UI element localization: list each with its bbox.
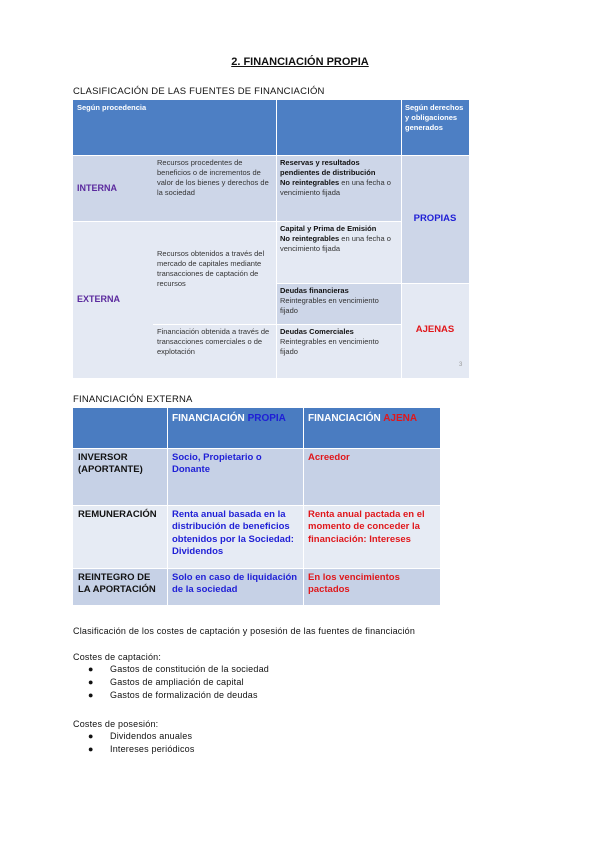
capital-title: Capital y Prima de Emisión <box>280 224 377 233</box>
classification-heading: CLASIFICACIÓN DE LAS FUENTES DE FINANCIACIÓN <box>73 86 325 97</box>
externa-description-capital: Recursos obtenidos a través del mercado de capitales mediante transacciones de captación de recursos <box>153 221 276 324</box>
divider <box>73 568 440 569</box>
header-ajena-prefix: FINANCIACIÓN <box>308 413 384 424</box>
deudas-financieras-cell <box>276 283 401 324</box>
header-propia <box>167 408 303 448</box>
divider <box>73 448 440 449</box>
list-item-text: Gastos de constitución de la sociedad <box>110 664 269 674</box>
divider <box>401 100 402 378</box>
deudas-financieras-title: Deudas financieras <box>280 286 349 295</box>
inversor-ajena: Acreedor <box>303 448 440 505</box>
reintegro-ajena: En los vencimientos pactados <box>303 568 440 605</box>
divider <box>303 408 304 605</box>
header-corner <box>73 408 167 448</box>
reservas-rest: en una fecha o vencimiento fijada <box>280 178 391 198</box>
classification-table <box>73 100 469 378</box>
posesion-heading: Costes de posesión: <box>73 719 159 729</box>
row-label-reintegro: REINTEGRO DE LA APORTACIÓN <box>73 568 167 605</box>
deudas-comerciales-cell <box>276 324 401 378</box>
deudas-comerciales-title: Deudas Comerciales <box>280 327 354 336</box>
header-propia-prefix: FINANCIACIÓN <box>172 413 248 424</box>
bullet-icon: ● <box>88 677 94 687</box>
remuneracion-ajena: Renta anual pactada en el momento de conceder la financiación: Intereses <box>303 505 440 568</box>
divider <box>153 324 401 325</box>
financiacion-externa-heading: FINANCIACIÓN EXTERNA <box>73 394 193 405</box>
capital-strong: No reintegrables <box>280 234 340 244</box>
list-item <box>88 730 195 743</box>
reservas-strong: No reintegrables <box>280 178 340 188</box>
header-procedencia: Según procedencia <box>73 100 276 155</box>
divider <box>73 221 401 222</box>
financing-comparison-table <box>73 408 440 605</box>
externa-label: EXTERNA <box>73 221 153 378</box>
interna-label: INTERNA <box>73 155 153 221</box>
captacion-list <box>88 663 269 702</box>
divider <box>73 505 440 506</box>
page-title: 2. FINANCIACIÓN PROPIA <box>231 56 369 68</box>
deudas-financieras-rest: Reintegrables en vencimiento fijado <box>280 296 379 316</box>
divider <box>276 283 469 284</box>
slide-page-number: 3 <box>459 362 463 368</box>
bullet-icon: ● <box>88 744 94 754</box>
list-item <box>88 663 269 676</box>
list-item <box>88 676 269 689</box>
reservas-cell <box>276 155 401 221</box>
reintegro-propia: Solo en caso de liquidación de la sociedad <box>167 568 303 605</box>
inversor-propia: Socio, Propietario o Donante <box>167 448 303 505</box>
list-item <box>88 743 195 756</box>
costs-intro: Clasificación de los costes de captación y posesión de las fuentes de financiación <box>73 626 416 636</box>
divider <box>276 100 277 378</box>
bullet-icon: ● <box>88 731 94 741</box>
ajenas-label: AJENAS <box>401 283 469 378</box>
header-ajena-word: AJENA <box>383 413 418 424</box>
list-item-text: Dividendos anuales <box>110 731 193 741</box>
header-empty <box>276 100 401 155</box>
list-item-text: Intereses periódicos <box>110 744 195 754</box>
list-item-text: Gastos de ampliación de capital <box>110 677 244 687</box>
captacion-heading: Costes de captación: <box>73 652 162 662</box>
posesion-list <box>88 730 195 756</box>
list-item <box>88 689 269 702</box>
bullet-icon: ● <box>88 690 94 700</box>
divider <box>73 155 469 156</box>
divider <box>167 408 168 605</box>
deudas-comerciales-rest: Reintegrables en vencimiento fijado <box>280 337 379 357</box>
header-derechos: Según derechos y obligaciones generados <box>401 100 469 155</box>
propias-label: PROPIAS <box>401 155 469 283</box>
list-item-text: Gastos de formalización de deudas <box>110 690 258 700</box>
interna-description: Recursos procedentes de beneficios o de incrementos de valor de los bienes y derechos de la sociedad <box>153 155 276 221</box>
reservas-title: Reservas y resultados pendientes de distribución <box>280 158 376 178</box>
remuneracion-propia: Renta anual basada en la distribución de beneficios obtenidos por la Sociedad: Dividendos <box>167 505 303 568</box>
row-label-remuneracion: REMUNERACIÓN <box>73 505 167 568</box>
header-ajena <box>303 408 440 448</box>
bullet-icon: ● <box>88 664 94 674</box>
capital-cell <box>276 221 401 283</box>
externa-description-comercial: Financiación obtenida a través de transacciones comerciales o de explotación <box>153 324 276 378</box>
capital-rest: en una fecha o vencimiento fijada <box>280 234 391 254</box>
header-propia-word: PROPIA <box>247 413 286 424</box>
row-label-inversor: INVERSOR (APORTANTE) <box>73 448 167 505</box>
